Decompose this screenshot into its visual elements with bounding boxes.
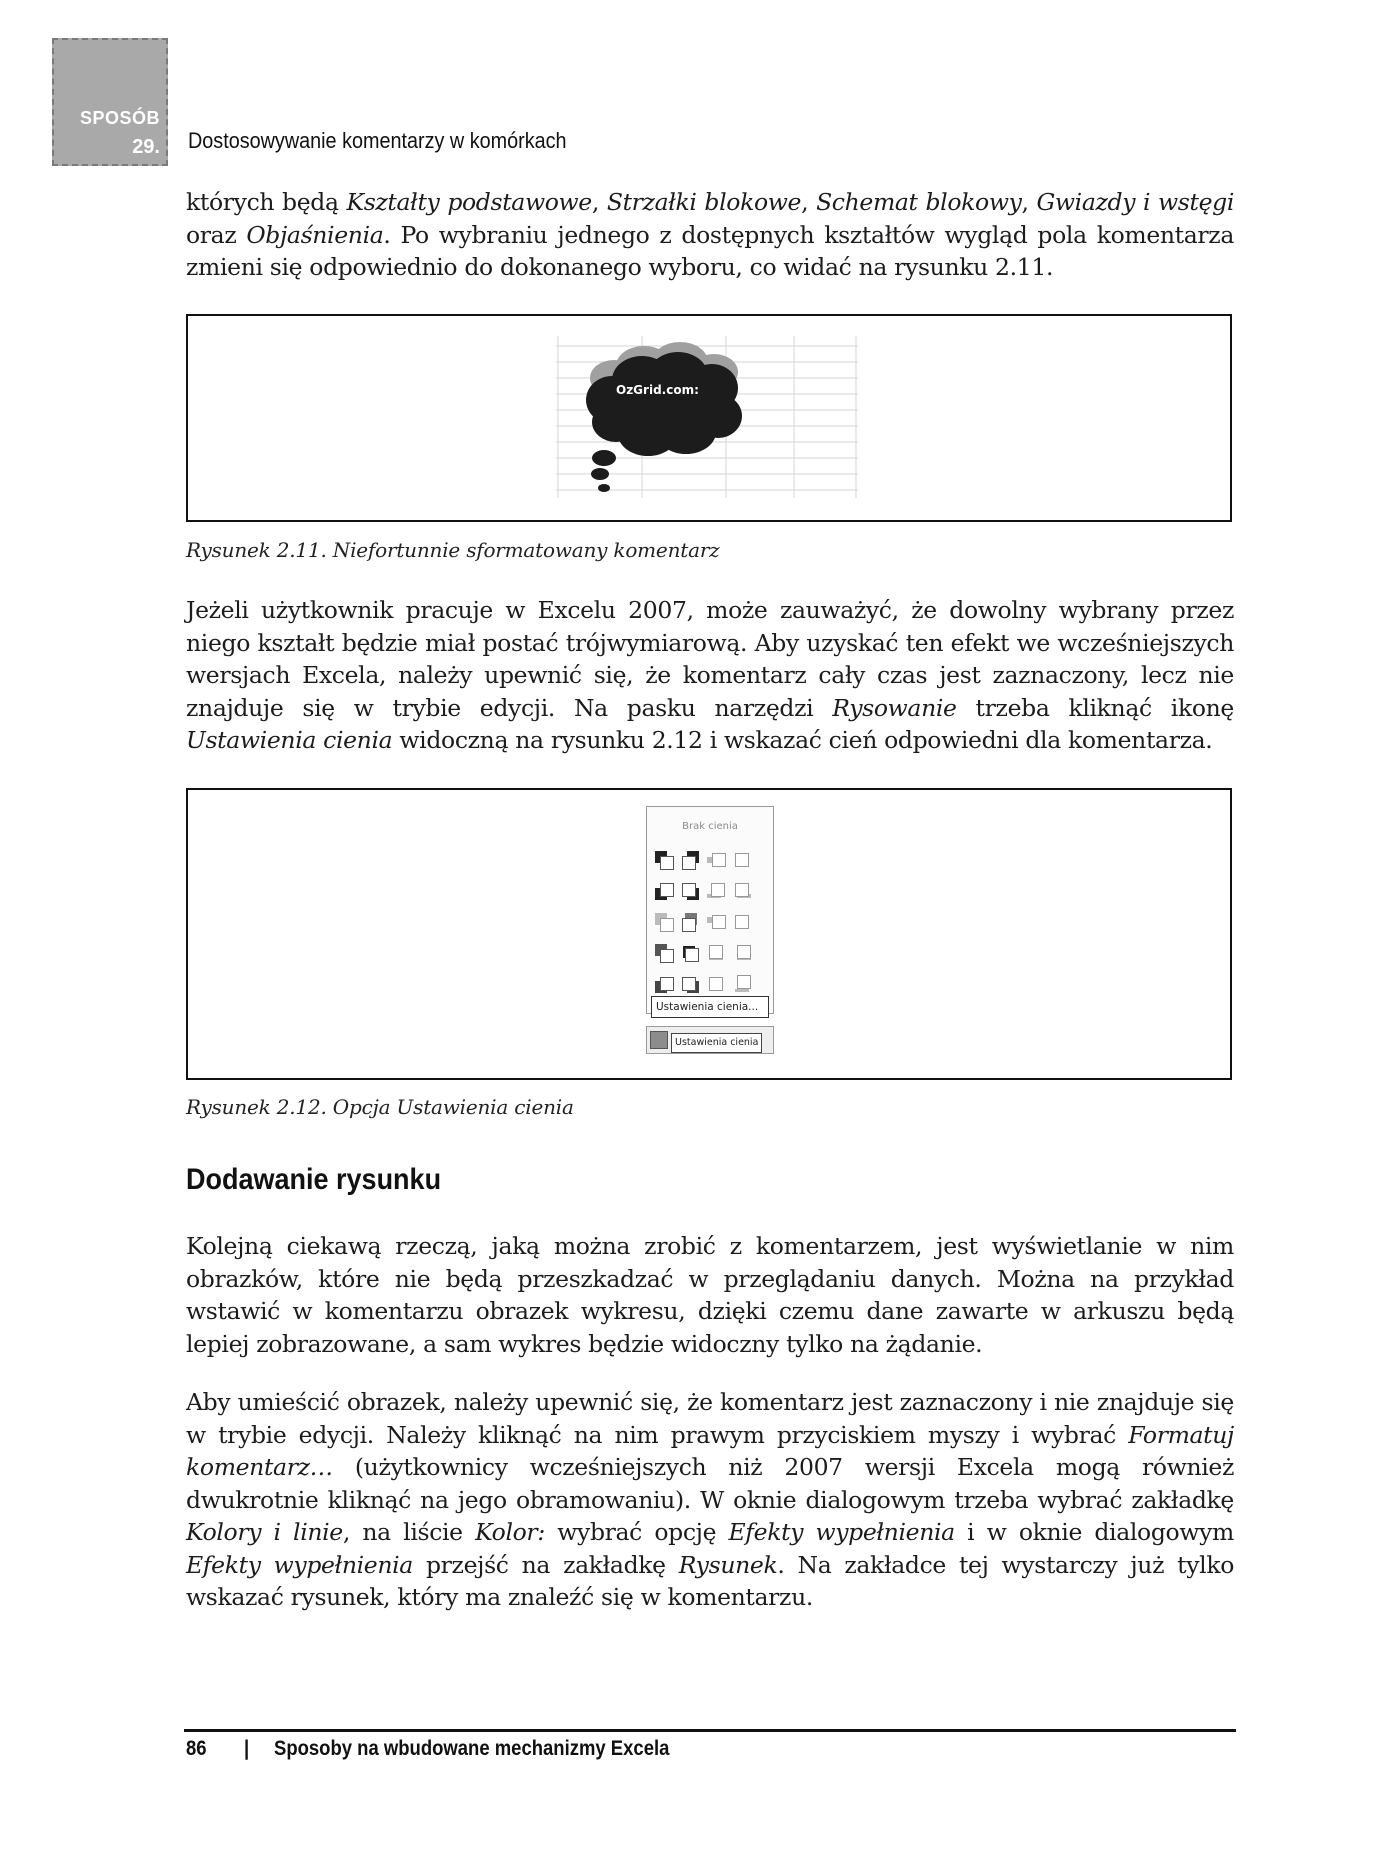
- footer-separator: |: [244, 1737, 250, 1760]
- paragraph-1: których będą Kształty podstawowe, Strzałki blokowe, Schemat blokowy, Gwiazdy i wstęgi oraz Objaśnienia. Po wybraniu jednego z dostępnych kształtów wygląd pola komentarza zmieni się odpowiednio do dokonanego wyboru, co widać na rysunku 2.11.: [186, 188, 1235, 281]
- comment-label: OzGrid.com:: [616, 383, 699, 397]
- shadow-style-icon[interactable]: [681, 975, 701, 995]
- shadow-style-icon[interactable]: [681, 913, 701, 933]
- shadow-style-icon[interactable]: [733, 882, 753, 902]
- shadow-style-icon[interactable]: [733, 851, 753, 871]
- footer-rule: [184, 1729, 1236, 1732]
- shadow-style-icon[interactable]: [681, 851, 701, 871]
- figure-2-11-caption: Rysunek 2.11. Niefortunnie sformatowany komentarz: [186, 538, 720, 562]
- shadow-style-icon[interactable]: [707, 944, 727, 964]
- paragraph-4: Aby umieścić obrazek, należy upewnić się, że komentarz jest zaznaczony i nie znajduje się w trybie edycji. Należy kliknąć na nim prawym przyciskiem myszy i wybrać Formatuj komentarz… (użytkownicy wcześniejszych niż 2007 wersji Excela mogą również dwukrotnie kliknąć na jego obramowaniu). W oknie dialogowym trzeba wybrać zakładkę Kolory i linie, na liście Kolor: wybrać opcję Efekty wypełnienia i w oknie dialogowym Efekty wypełnienia przejść na zakładkę Rysunek. Na zakładce tej wystarczy już tylko wskazać rysunek, który ma znaleźć się w komentarzu.: [186, 1388, 1235, 1611]
- excel-sheet-snippet: [552, 332, 862, 502]
- shadow-style-icon[interactable]: [707, 882, 727, 902]
- chapter-tab-label: SPOSÓB: [79, 108, 160, 128]
- shadow-style-grid: [655, 851, 765, 1006]
- shadow-style-icon[interactable]: [655, 975, 675, 995]
- shadow-style-icon[interactable]: [655, 851, 675, 871]
- shadow-style-icon[interactable]: [655, 913, 675, 933]
- drawing-toolbar: [646, 1026, 774, 1054]
- shadow-settings-tooltip: Ustawienia cienia: [671, 1033, 762, 1053]
- chapter-tab-number: 29.: [132, 136, 160, 158]
- shadow-settings-button[interactable]: Ustawienia cienia...: [651, 996, 769, 1018]
- paragraph-3: Kolejną ciekawą rzeczą, jaką można zrobić z komentarzem, jest wyświetlanie w nim obrazków, które nie będą przeszkadzać w przeglądaniu danych. Można na przykład wstawić w komentarzu obrazek wykresu, dzięki czemu dane zawarte w arkuszu będą lepiej zobrazowane, a sam wykres będzie widoczny tylko na żądanie.: [186, 1232, 1234, 1358]
- running-title: Dostosowywanie komentarzy w komórkach: [188, 128, 567, 153]
- shadow-settings-icon[interactable]: [650, 1031, 668, 1049]
- shadow-menu: [646, 806, 774, 1014]
- no-shadow-option[interactable]: Brak cienia: [682, 821, 738, 832]
- shadow-style-icon[interactable]: [733, 975, 753, 995]
- shadow-style-icon[interactable]: [733, 913, 753, 933]
- shadow-style-icon[interactable]: [733, 944, 753, 964]
- shadow-style-icon[interactable]: [681, 944, 701, 964]
- footer-book-title: Sposoby na wbudowane mechanizmy Excela: [274, 1737, 670, 1760]
- shadow-style-icon[interactable]: [655, 882, 675, 902]
- page-number: 86: [186, 1737, 207, 1760]
- shadow-style-icon[interactable]: [707, 975, 727, 995]
- section-heading: Dodawanie rysunku: [186, 1163, 442, 1196]
- shadow-style-icon[interactable]: [707, 913, 727, 933]
- shadow-style-icon[interactable]: [655, 944, 675, 964]
- paragraph-2: Jeżeli użytkownik pracuje w Excelu 2007, może zauważyć, że dowolny wybrany przez niego kształt będzie miał postać trójwymiarową. Aby uzyskać ten efekt we wcześniejszych wersjach Excela, należy upewnić się, że komentarz cały czas jest zaznaczony, lecz nie znajduje się w trybie edycji. Na pasku narzędzi Rysowanie trzeba kliknąć ikonę Ustawienia cienia widoczną na rysunku 2.12 i wskazać cień odpowiedni dla komentarza.: [186, 596, 1234, 754]
- shadow-style-icon[interactable]: [707, 851, 727, 871]
- figure-2-12-caption: Rysunek 2.12. Opcja Ustawienia cienia: [186, 1095, 574, 1119]
- chapter-tab: [52, 38, 168, 166]
- shadow-style-icon[interactable]: [681, 882, 701, 902]
